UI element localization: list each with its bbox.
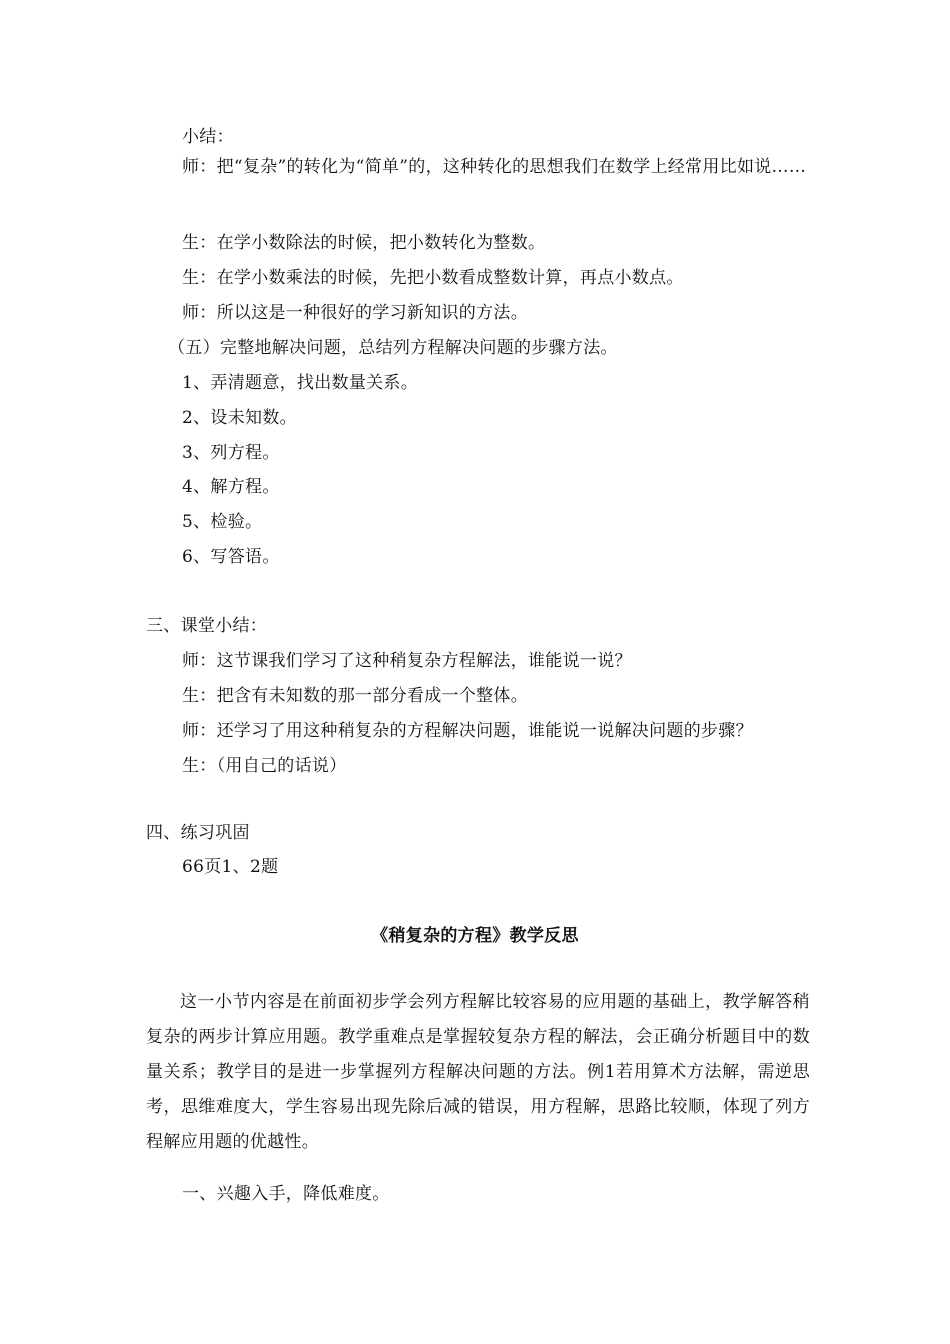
student-line-multiplication: 生：在学小数乘法的时候，先把小数看成整数计算，再点小数点。 — [182, 268, 684, 288]
teacher-line-method: 师：所以这是一种很好的学习新知识的方法。 — [182, 303, 528, 323]
student-line-division: 生：在学小数除法的时候，把小数转化为整数。 — [182, 233, 546, 253]
section-four-heading: 四、练习巩固 — [146, 823, 250, 843]
step-4: 4、解方程。 — [182, 477, 280, 497]
section-three-line-4: 生：（用自己的话说） — [182, 756, 347, 776]
reflection-paragraph: 这一小节内容是在前面初步学会列方程解比较容易的应用题的基础上，教学解答稍复杂的两步计算应用题。教学重难点是掌握较复杂方程的解法，会正确分析题目中的数量关系；教学目的是进一步掌握列方程解决问题的方法。例1若用算术方法解，需逆思考，思维难度大，学生容易出现先除后减的错误，用方程解，思路比较顺，体现了列方程解应用题的优越性。 — [146, 992, 810, 1152]
reflection-title: 《稍复杂的方程》教学反思 — [371, 926, 579, 946]
teacher-paragraph: 师：把“复杂”的转化为“简单”的，这种转化的思想我们在数学上经常用比如说…… — [182, 157, 807, 177]
reflection-point-1: 一、兴趣入手，降低难度。 — [182, 1184, 390, 1204]
step-3: 3、列方程。 — [182, 443, 280, 463]
step-5: 5、检验。 — [182, 512, 263, 532]
summary-label: 小结： — [182, 127, 234, 147]
section-three-line-2: 生：把含有未知数的那一部分看成一个整体。 — [182, 686, 528, 706]
step-2: 2、设未知数。 — [182, 408, 297, 428]
section-three-heading: 三、课堂小结： — [146, 616, 268, 636]
section-three-line-1: 师：这节课我们学习了这种稍复杂方程解法，谁能说一说？ — [182, 651, 632, 671]
step-1: 1、弄清题意，找出数量关系。 — [182, 373, 419, 393]
subsection-five-heading: （五）完整地解决问题，总结列方程解决问题的步骤方法。 — [168, 338, 618, 358]
section-three-line-3: 师：还学习了用这种稍复杂的方程解决问题，谁能说一说解决问题的步骤？ — [182, 721, 753, 741]
step-6: 6、写答语。 — [182, 547, 280, 567]
section-four-line: 66页1、2题 — [182, 857, 279, 877]
